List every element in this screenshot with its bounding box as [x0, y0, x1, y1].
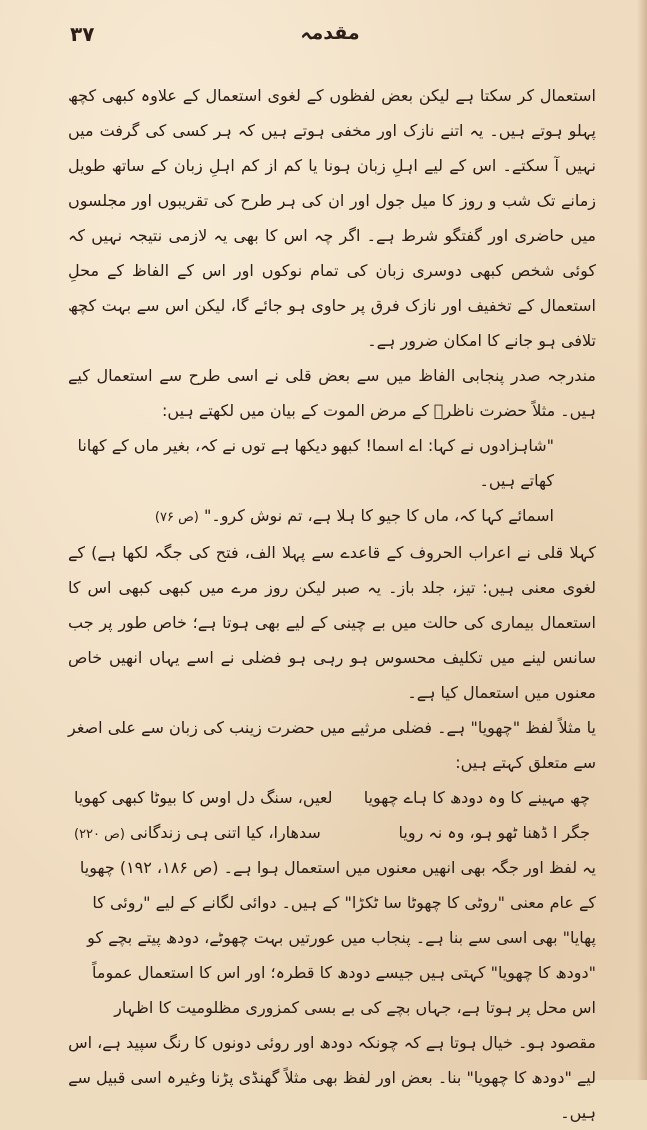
verse-hemistich-left: سدھارا، کیا اتنی ہی زندگانی	[130, 823, 321, 842]
quote-line-2-text: اسمائے کہا کہ، ماں کا جیو کا ہلا ہے، تم نوش کرو۔"	[203, 506, 554, 525]
paragraph-intro: استعمال کر سکتا ہے لیکن بعض لفظوں کے لغوی استعمال کے علاوہ کبھی کچھ پہلو ہوتے ہیں۔ یہ اتنے نازک اور مخفی ہوتے ہیں کہ ہر کسی کی گرفت میں نہیں آ سکتے۔ اس کے لیے اہلِ زبان ہونا یا کم از کم اہلِ زبان کے ساتھ طویل زمانے تک شب و روز کا میل جول اور ان کی ہر طرح کی تقریبوں اور مجلسوں میں حاضری اور گفتگو شرط ہے۔ اگر چہ اس کا بھی یہ لازمی نتیجہ نہیں کہ کوئی شخص کبھی دوسری زبان کی تمام نوکوں اور اس کے الفاظ کے محلِ استعمال کے تخفیف اور نازک فرق پر حاوی ہو جائے گا، لیکن اس سے بہت کچھ تلافی ہو جانے کا امکان ضرور ہے۔	[68, 86, 596, 350]
quote-line-1: "شاہزادوں نے کہا: اے اسما! کبھو دیکھا ہے توں نے کہ، بغیر ماں کے کھانا کھاتے ہیں۔	[77, 436, 554, 490]
verse-hemistich-left: لعیں، سنگ دل اوس کا بیوٹا کبھی کھویا	[74, 788, 333, 807]
verse-hemistich-right: جگر ا ڈھنا ٹھو ہو، وہ نہ رویا	[398, 823, 590, 842]
running-title: مقدمہ	[300, 22, 360, 44]
body-text	[68, 78, 596, 1130]
page-number: ۳۷	[70, 22, 95, 46]
verse-block	[68, 780, 596, 850]
paragraph-chhoya-meaning: یہ لفظ اور جگہ بھی انھیں معنوں میں استعمال ہوا ہے۔ (ص ۱۸۶، ۱۹۲) چھویا کے عام معنی "روٹی کا چھوٹا سا ٹکڑا" کے ہیں۔ دوائی لگانے کے لیے "روئی کا پھایا" بھی اسی سے بنا ہے۔ پنجاب میں عورتیں بہت چھوٹے، دودھ پیتے بچے کو "دودھ کا چھویا" کہتی ہیں جیسے دودھ کا قطرہ؛ اور اس کا استعمال عموماً اس محل پر ہوتا ہے، جہاں بچے کی بے بسی کمزوری مظلومیت کا اظہار مقصود ہو۔ خیال ہوتا ہے کہ چونکہ دودھ اور روئی دونوں کا رنگ سپید ہے، اس لیے "دودھ کا چھویا" بنا۔ بعض اور لفظ بھی مثلاً گھنڈی پڑنا وغیرہ اسی قبیل سے ہیں۔	[68, 858, 596, 1122]
verse-hemistich-right: چھ مہینے کا وہ دودھ کا ہاے چھویا	[363, 788, 590, 807]
page-edge-shadow	[637, 0, 647, 1080]
block-quote	[68, 428, 596, 535]
verse-reference: (ص ۲۲۰)	[74, 827, 125, 842]
paragraph-chhoya-intro: یا مثلاً لفظ "چھویا" ہے۔ فضلی مرثیے میں حضرت زینب کی زبان سے علی اصغر سے متعلق کہتے ہیں:	[68, 718, 596, 772]
page-header	[70, 22, 590, 52]
verse-hemistich-left-group	[74, 815, 321, 850]
verse-line	[68, 815, 596, 850]
quote-line-2	[68, 498, 596, 535]
paragraph-kahla: کہلا قلی نے اعراب الحروف کے قاعدے سے پہلا الف، فتح کی جگہ لکھا ہے) کے لغوی معنی ہیں: تیز، جلد باز۔ یہ صبر لیکن روز مرے میں کبھی کبھی اس کا استعمال بیماری کی حالت میں بے چینی کے لیے بھی ہوتا ہے؛ خاص طور پر جب سانس لینے میں تکلیف محسوس ہو رہی ہو فضلی نے اسے یہاں انھیں خاص معنوں میں استعمال کیا ہے۔	[68, 543, 596, 702]
quote-reference: (ص ۷۶)	[154, 510, 199, 525]
verse-line	[68, 780, 596, 815]
paragraph-punjabi-words: مندرجہ صدر پنجابی الفاظ میں سے بعض قلی نے اسی طرح سے استعمال کیے ہیں۔ مثلاً حضرت ناظرؓ کے مرض الموت کے بیان میں لکھتے ہیں:	[68, 366, 596, 420]
